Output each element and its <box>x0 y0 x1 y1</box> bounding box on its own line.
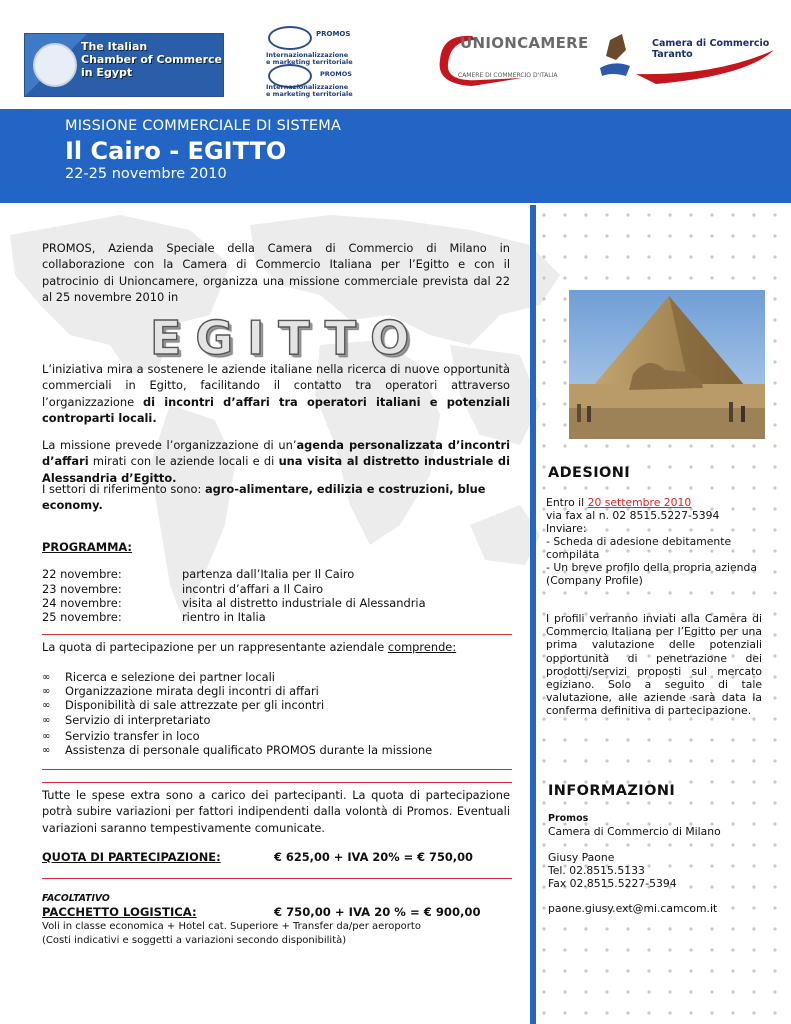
missione-text-1: La missione prevede l’organizzazione di un’ <box>42 438 297 452</box>
list-item-label: Servizio di interpretariato <box>65 713 211 727</box>
spese-paragraph: Tutte le spese extra sono a carico dei partecipanti. La quota di partecipazione potrà subire variazioni per fattori indipendenti dalla volontà di Promos. Eventuali variazioni saranno tempestivamente comunicate. <box>42 788 510 835</box>
info-org: Promos <box>548 813 589 824</box>
iniziativa-bold: di incontri d’affari tra operatori italiani e potenziali controparti locali. <box>42 394 510 425</box>
settori-bold: agro-alimentare, edilizia e costruzioni, blue economy. <box>42 482 486 513</box>
page-title: Il Cairo - EGITTO <box>65 137 287 165</box>
list-item-label: Organizzazione mirata degli incontri di affari <box>65 684 319 698</box>
pacchetto-value: € 750,00 + IVA 20 % = € 900,00 <box>274 905 481 919</box>
missione-bold-2: una visita al distretto industriale di Alessandria d’Egitto. <box>42 454 510 485</box>
missione-paragraph <box>42 437 510 486</box>
facoltativo-label: FACOLTATIVO <box>42 893 110 904</box>
adesioni-item-scheda: - Scheda di adesione debitamente compilata <box>546 535 732 562</box>
programma-date: 22 novembre: <box>42 567 122 581</box>
programma-heading: PROGRAMMA: <box>42 540 132 554</box>
camera-commercio-taranto-logo <box>596 30 778 92</box>
informazioni-heading: INFORMAZIONI <box>548 783 676 799</box>
pacchetto-label: PACCHETTO LOGISTICA: <box>42 905 197 919</box>
programma-date: 24 novembre: <box>42 596 122 610</box>
list-item-label: Servizio transfer in loco <box>65 729 200 743</box>
promos-logo <box>266 22 392 100</box>
quota-intro <box>42 639 456 655</box>
egitto-wordart: EGITTO <box>150 311 424 365</box>
programma-date: 23 novembre: <box>42 582 122 596</box>
info-contact-name: Giusy Paone <box>548 851 615 864</box>
quota-partecipazione-line <box>42 850 512 864</box>
info-tel: Tel. 02.8515.5133 <box>548 864 645 877</box>
event-dates: 22-25 novembre 2010 <box>65 166 227 182</box>
promos-swirl-icon <box>268 26 312 50</box>
infinity-bullet-icon: ∞ <box>42 686 51 697</box>
unioncamere-logo <box>432 28 589 90</box>
divider-rule <box>42 782 512 783</box>
programma-date: 25 novembre: <box>42 610 122 624</box>
italian-chamber-logo-text: The Italian Chamber of Commerce in Egypt <box>81 40 222 79</box>
italian-chamber-egypt-logo <box>24 33 224 97</box>
settori-paragraph <box>42 481 510 514</box>
infinity-bullet-icon: ∞ <box>42 672 51 683</box>
adesioni-heading: ADESIONI <box>548 465 631 481</box>
programma-event: rientro in Italia <box>182 610 266 624</box>
quota-intro-underlined: comprende: <box>387 640 457 654</box>
list-item-label: Ricerca e selezione dei partner locali <box>65 670 275 684</box>
promos-logo-label-2: PROMOS <box>320 70 352 78</box>
adesioni-profili-text: I profili verranno inviati alla Camera di Commercio Italiana per l’Egitto per una prima valutazione delle potenziali opportunità di penetrazione dei prodotti/servizi proposti sul mercato egiziano. Solo a seguito di tale valutazione, alle aziende sarà data la conferma definitiva di partecipazione. <box>546 612 762 718</box>
taranto-logo-text: Camera di Commercio Taranto <box>652 38 770 60</box>
chamber-emblem-icon <box>33 43 77 87</box>
pacchetto-logistica-line <box>42 905 512 919</box>
settori-text: I settori di riferimento sono: <box>42 482 205 496</box>
iniziativa-paragraph <box>42 361 510 426</box>
quota-intro-text: La quota di partecipazione per un rappresentante aziendale <box>42 640 388 654</box>
adesioni-inviare: Inviare: <box>546 522 587 535</box>
promos-tagline: Internazionalizzazione e marketing territoriale <box>266 51 353 66</box>
infinity-bullet-icon: ∞ <box>42 700 51 711</box>
programma-event: partenza dall’Italia per Il Cairo <box>182 567 355 581</box>
deadline-prefix: Entro il <box>546 496 588 509</box>
missione-text-2: mirati con le aziende locali e di <box>88 454 279 469</box>
info-email-link[interactable]: paone.giusy.ext@mi.camcom.it <box>548 902 718 915</box>
promos-logo-label: PROMOS <box>316 30 351 38</box>
voli-note <box>42 920 421 948</box>
adesioni-deadline <box>546 496 766 509</box>
banner-subtitle: MISSIONE COMMERCIALE DI SISTEMA <box>65 118 342 134</box>
iniziativa-text: L’iniziativa mira a sostenere le aziende italiane nella ricerca di nuove opportunità commerciali in Egitto, facilitando il contatto tra operatori attraverso l’organizzazione <box>42 362 510 409</box>
programma-event: incontri d’affari a Il Cairo <box>182 582 324 596</box>
list-item-label: Assistenza di personale qualificato PROMOS durante la missione <box>65 743 433 757</box>
divider-rule <box>42 769 512 770</box>
list-item-label: Disponibilità di sale attrezzate per gli incontri <box>65 698 325 712</box>
divider-rule <box>42 878 512 879</box>
adesioni-item-profilo: - Un breve profilo della propria azienda (Company Profile) <box>546 561 757 588</box>
deadline-date: 20 settembre 2010 <box>587 496 692 509</box>
divider-rule <box>42 634 512 635</box>
quota-label: QUOTA DI PARTECIPAZIONE: <box>42 850 221 864</box>
info-org-sub: Camera di Commercio di Milano <box>548 825 721 838</box>
infinity-bullet-icon: ∞ <box>42 715 51 726</box>
voli-line-1: Voli in classe economica + Hotel cat. Superiore + Transfer da/per aeroporto <box>42 921 421 932</box>
quota-value: € 625,00 + IVA 20% = € 750,00 <box>274 850 473 864</box>
voli-line-2: (Costi indicativi e soggetti a variazioni secondo disponibilità) <box>42 935 347 946</box>
unioncamere-name: UNIONCAMERE <box>460 34 589 52</box>
promos-tagline-2: Internazionalizzazione e marketing territoriale <box>266 83 353 98</box>
infinity-bullet-icon: ∞ <box>42 745 51 756</box>
intro-paragraph: PROMOS, Azienda Speciale della Camera di Commercio di Milano in collaborazione con la Camera di Commercio Italiana per l’Egitto e con il patrocinio di Unioncamere, organizza una missione commerciale prevista dal 22 al 25 novembre 2010 in <box>42 241 510 304</box>
infinity-bullet-icon: ∞ <box>42 731 51 742</box>
unioncamere-subtitle: CAMERE DI COMMERCIO D'ITALIA <box>458 72 558 79</box>
pyramid-sphinx-photo <box>569 290 765 439</box>
info-fax: Fax 02.8515.5227-5394 <box>548 877 677 890</box>
programma-event: visita al distretto industriale di Alessandria <box>182 596 426 610</box>
missione-bold-1: agenda personalizzata d’incontri d’affari <box>42 438 510 469</box>
adesioni-fax: via fax al n. 02 8515.5227-5394 <box>546 509 720 522</box>
